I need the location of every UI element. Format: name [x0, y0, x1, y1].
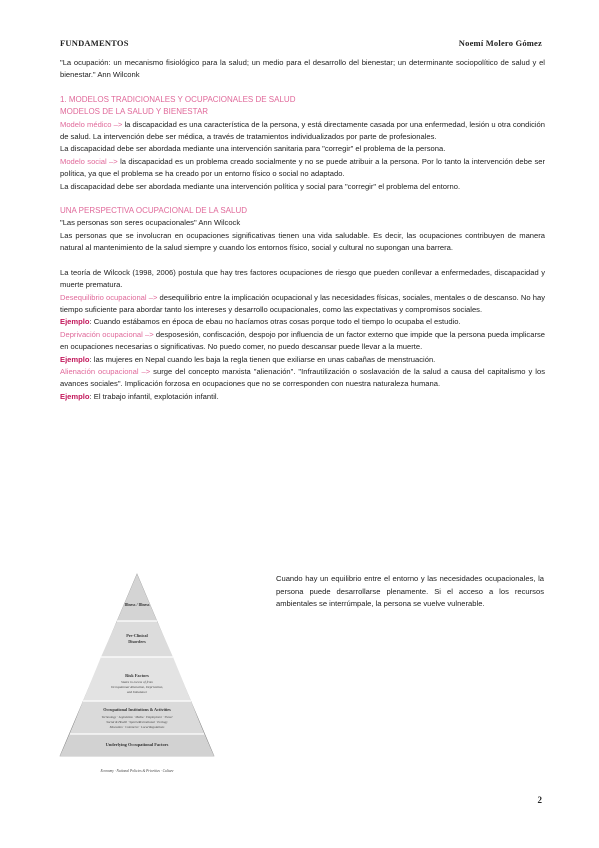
modelo-social-paragraph — [60, 156, 545, 181]
level4-label-d: Education · Commerce · Local Regulations — [109, 725, 165, 729]
page-header — [60, 38, 542, 50]
ejemplo-2 — [60, 354, 545, 366]
section2-quote: "Las personas son seres ocupacionales" Ann Wilcock — [60, 218, 241, 228]
section2-paragraph1: Las personas que se involucran en ocupaciones significativas tienen una vida saludable. Es decir, las ocupaciones contribuyen de manera natural al mantenimiento de la salud siempre y cuando los entornos físico, social y cultural no supongan una barrera. — [60, 230, 545, 253]
pyramid-level-1 — [117, 574, 157, 621]
section1-subtitle: MODELOS DE LA SALUD Y BIENESTAR — [60, 107, 209, 117]
side-paragraph: Cuando hay un equilibrio entre el entorno y las necesidades ocupacionales, la persona puede desarrollarse plenamente. Si el acceso a los recursos ambientales se interrúmpale, la persona se vuelve vulnerable. — [276, 574, 544, 609]
level1-label: Illness / Illness — [124, 602, 150, 607]
section2-paragraph2: La teoría de Wilcock (1998, 2006) postula que hay tres factores ocupaciones de riesgo que pueden conllevar a enfermedades, discapacidad y muerte prematura. — [60, 267, 545, 290]
header-subject: FUNDAMENTOS — [60, 38, 129, 48]
level3-label-c: Occupational Alienation, Deprivation, — [110, 685, 164, 689]
level4-label-c: Social & Health · Sports/Recreational · Ecology — [106, 720, 168, 724]
modelo-medico-paragraph — [60, 119, 545, 144]
modelo-medico-term: Modelo médico –> — [60, 119, 123, 129]
ejemplo-3 — [60, 391, 545, 403]
section1-title: 1. MODELOS TRADICIONALES Y OCUPACIONALES DE SALUD — [60, 94, 296, 104]
modelo-medico-text: la discapacidad es una característica de la persona, y está directamente casada por una enfermedad, lesión u otra condición de salud. La intervención debe ser médica, a través de tratamientos individualizados por parte de profesionales. — [60, 119, 545, 142]
deprivacion-paragraph — [60, 329, 545, 354]
section2-title: UNA PERSPECTIVA OCUPACIONAL DE LA SALUD — [60, 206, 248, 216]
level2-label-b: Disorders — [128, 639, 146, 644]
level4-label-b: Technology · Legislation · Media · Employment · Travel — [101, 715, 173, 719]
ejemplo-label: Ejemplo — [60, 354, 90, 364]
level5-label-b: Economy · National Policies & Priorities · Culture — [100, 769, 174, 773]
desequilibrio-text: desequilibrio entre la implicación ocupacional y las necesidades físicas, sociales, mentales o de descanso. No hay tiempo suficiente para abordar tanto los intereses y desarrollo ocupacionales, como las expectativas y compromisos sociales. — [60, 292, 545, 314]
level4-label-a: Occupational Institutions & Activities — [103, 707, 171, 712]
pyramid-diagram — [58, 570, 216, 780]
level3-label-b: States in excess of from — [121, 680, 153, 684]
header-author: Noemí Molero Gómez — [458, 38, 542, 48]
level3-label-d: and Imbalance — [126, 690, 148, 694]
alienacion-term: Alienación ocupacional –> — [60, 366, 151, 376]
deprivacion-term: Deprivación ocupacional –> — [60, 329, 154, 339]
modelo-social-text: la discapacidad es un problema creado socialmente y no se puede atribuir a la persona. Por lo tanto la intervención debe ser política, ya que el problema se ha creado por un entorno físico o social no adaptado. — [60, 156, 545, 179]
alienacion-text: surge del concepto marxista "alienación". "Infrautilización o soslavación de la salud a causa del capitalismo y los avances sociales". Implicación forzosa en ocupaciones que no se corresponden con nuestra naturaleza humana. — [60, 366, 545, 389]
modelo-medico-line2: La discapacidad debe ser abordada mediante una intervención sanitaria para "corregir" el problema de la persona. — [60, 144, 446, 154]
ejemplo-label: Ejemplo — [60, 391, 90, 401]
pyramid-level-3 — [83, 657, 191, 701]
deprivacion-text: desposesión, confiscación, despojo por influencia de un factor externo que impide que la persona pueda implicarse en ocupaciones necesarias o significativas. No puedo comer, no puedo descansar puede llevar a la muerte. — [60, 329, 545, 352]
modelo-social-line2: La discapacidad debe ser abordada mediante una intervención política y social para "corregir" el problema del entorno. — [60, 181, 461, 191]
level2-label-a: Pre-Clinical — [126, 633, 148, 638]
page-number: 2 — [537, 795, 542, 805]
ejemplo-2-text: : las mujeres en Nepal cuando les baja la regla tienen que exiliarse en unas cabañas de menstruación. — [89, 354, 436, 364]
ejemplo-3-text: : El trabajo infantil, explotación infantil. — [89, 391, 219, 401]
document-body — [60, 57, 545, 403]
ejemplo-1-text: : Cuando estábamos en época de ebau no hacíamos otras cosas porque todo el tiempo lo ocupaba el estudio. — [89, 317, 461, 327]
level5-label-a: Underlying Occupational Factors — [105, 742, 169, 747]
modelo-social-term: Modelo social –> — [60, 156, 118, 166]
intro-quote: "La ocupación: un mecanismo fisiológico para la salud; un medio para el desarrollo del bienestar; un determinante sociopolítico de salud y el bienestar." Ann Wilconk — [60, 58, 545, 80]
occupational-pyramid-figure — [58, 570, 216, 780]
ejemplo-label: Ejemplo — [60, 317, 90, 327]
desequilibrio-paragraph — [60, 292, 545, 317]
alienacion-paragraph — [60, 366, 545, 391]
ejemplo-1 — [60, 316, 545, 328]
level3-label-a: Risk Factors — [125, 673, 149, 678]
desequilibrio-term: Desequilibrio ocupacional –> — [60, 292, 158, 302]
